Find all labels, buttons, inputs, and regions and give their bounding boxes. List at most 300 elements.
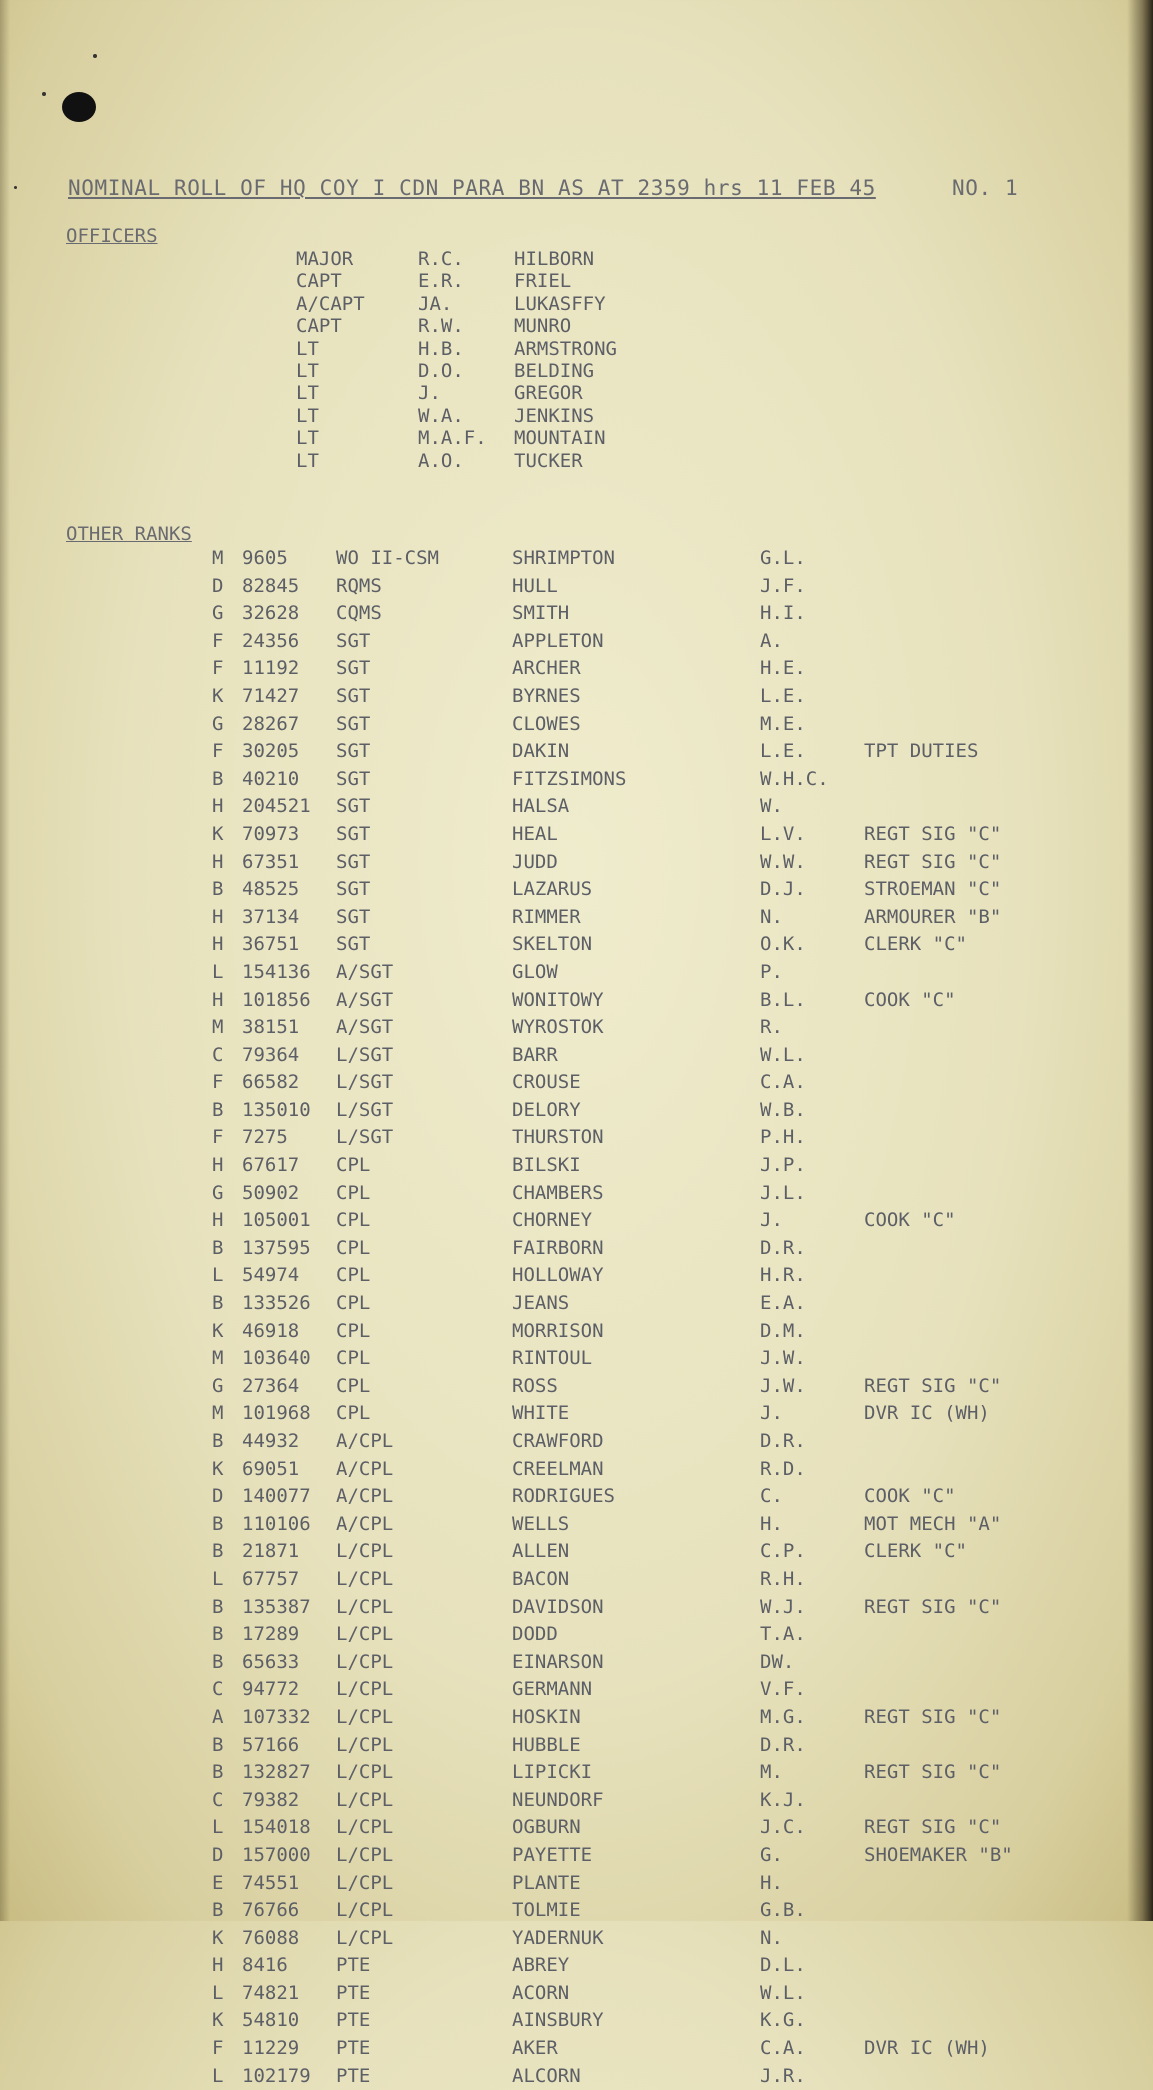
officer-initials: D.O. [418, 359, 464, 382]
regimental-number: 40210 [242, 767, 300, 790]
regimental-number: 11192 [242, 657, 300, 680]
soldier-rank: CPL [336, 1236, 371, 1259]
soldier-surname: GERMANN [512, 1678, 593, 1701]
soldier-surname: SHRIMPTON [512, 547, 615, 569]
soldier-rank: L/CPL [336, 1926, 394, 1949]
soldier-initials: C.A. [760, 1071, 806, 1094]
soldier-initials: J.C. [760, 1816, 806, 1839]
officer-rank: LT [296, 427, 319, 450]
soldier-surname: HOLLOWAY [512, 1264, 604, 1287]
soldier-rank: SGT [336, 684, 371, 707]
regimental-number: 107332 [242, 1705, 311, 1728]
regimental-prefix: F [212, 629, 224, 652]
soldier-surname: ABREY [512, 1954, 570, 1977]
soldier-initials: D.L. [760, 1954, 806, 1977]
regimental-number: 76088 [242, 1926, 300, 1949]
regimental-number: 103640 [242, 1347, 311, 1370]
soldier-surname: BACON [512, 1567, 570, 1590]
title-text: NOMINAL ROLL OF HQ COY I CDN PARA BN AS AT 2359 hrs 11 FEB 45 [68, 176, 876, 200]
soldier-surname: LIPICKI [512, 1761, 593, 1784]
duty-note: REGT SIG "C" [864, 1816, 1002, 1839]
soldier-rank: CPL [336, 1264, 371, 1287]
officer-name: ARMSTRONG [514, 337, 617, 360]
regimental-prefix: B [212, 1761, 224, 1784]
soldier-rank: L/CPL [336, 1788, 394, 1811]
soldier-rank: CPL [336, 1402, 371, 1425]
soldier-rank: CPL [336, 1209, 371, 1232]
regimental-prefix: F [212, 657, 224, 680]
soldier-rank: SGT [336, 822, 371, 845]
soldier-initials: K.G. [760, 2009, 806, 2032]
soldier-initials: J. [760, 1402, 783, 1425]
duty-note: SHOEMAKER "B" [864, 1843, 1013, 1866]
regimental-prefix: L [212, 960, 224, 983]
soldier-initials: J.L. [760, 1181, 806, 1204]
soldier-rank: SGT [336, 629, 371, 652]
officer-rank: MAJOR [296, 248, 354, 270]
soldier-surname: RINTOUL [512, 1347, 593, 1370]
officer-initials: JA. [418, 292, 453, 315]
regimental-number: 71427 [242, 684, 300, 707]
soldier-surname: DAKIN [512, 740, 570, 763]
soldier-rank: SGT [336, 933, 371, 956]
soldier-initials: C.A. [760, 2037, 806, 2060]
soldier-rank: CPL [336, 1374, 371, 1397]
duty-note: ARMOURER "B" [864, 905, 1002, 928]
regimental-number: 54810 [242, 2009, 300, 2032]
soldier-initials: O.K. [760, 933, 806, 956]
soldier-rank: L/CPL [336, 1567, 394, 1590]
soldier-surname: CROUSE [512, 1071, 581, 1094]
soldier-initials: J.W. [760, 1347, 806, 1370]
regimental-prefix: D [212, 574, 224, 597]
soldier-surname: ALLEN [512, 1540, 570, 1563]
soldier-surname: WYROSTOK [512, 1016, 604, 1039]
soldier-surname: CLOWES [512, 712, 581, 735]
regimental-number: 154136 [242, 960, 311, 983]
regimental-prefix: B [212, 767, 224, 790]
soldier-initials: L.E. [760, 684, 806, 707]
soldier-rank: PTE [336, 2009, 371, 2032]
duty-note: STROEMAN "C" [864, 878, 1002, 901]
soldier-initials: R. [760, 1016, 783, 1039]
regimental-prefix: B [212, 1512, 224, 1535]
soldier-rank: SGT [336, 740, 371, 763]
regimental-number: 204521 [242, 795, 311, 818]
regimental-prefix: B [212, 1650, 224, 1673]
regimental-prefix: L [212, 1264, 224, 1287]
regimental-prefix: F [212, 740, 224, 763]
regimental-number: 132827 [242, 1761, 311, 1784]
soldier-rank: L/CPL [336, 1678, 394, 1701]
regimental-number: 37134 [242, 905, 300, 928]
duty-note: COOK "C" [864, 1209, 956, 1232]
regimental-prefix: B [212, 1899, 224, 1922]
document-title [68, 176, 1019, 200]
regimental-prefix: F [212, 1071, 224, 1094]
soldier-surname: PAYETTE [512, 1843, 593, 1866]
regimental-number: 154018 [242, 1816, 311, 1839]
duty-note: CLERK "C" [864, 1540, 967, 1563]
soldier-surname: ROSS [512, 1374, 558, 1397]
soldier-rank: PTE [336, 2064, 371, 2087]
duty-note: REGT SIG "C" [864, 1374, 1002, 1397]
regimental-number: 27364 [242, 1374, 300, 1397]
soldier-rank: L/CPL [336, 1595, 394, 1618]
soldier-rank: A/SGT [336, 960, 394, 983]
soldier-surname: AKER [512, 2037, 558, 2060]
regimental-number: 48525 [242, 878, 300, 901]
regimental-number: 11229 [242, 2037, 300, 2060]
paper-speck [14, 186, 17, 189]
officer-name: GREGOR [514, 382, 583, 405]
soldier-rank: RQMS [336, 574, 382, 597]
duty-note: REGT SIG "C" [864, 1595, 1002, 1618]
regimental-number: 8416 [242, 1954, 288, 1977]
soldier-initials: J.R. [760, 2064, 806, 2087]
officer-rank: LT [296, 449, 319, 472]
officer-name: HILBORN [514, 248, 595, 270]
soldier-surname: APPLETON [512, 629, 604, 652]
regimental-number: 54974 [242, 1264, 300, 1287]
regimental-prefix: H [212, 795, 224, 818]
soldier-initials: J.W. [760, 1374, 806, 1397]
regimental-number: 21871 [242, 1540, 300, 1563]
regimental-number: 44932 [242, 1430, 300, 1452]
officer-rank: CAPT [296, 315, 342, 338]
soldier-rank: L/SGT [336, 1043, 394, 1066]
soldier-surname: MORRISON [512, 1319, 604, 1342]
regimental-prefix: H [212, 1954, 224, 1977]
duty-note: COOK "C" [864, 1485, 956, 1508]
soldier-surname: SKELTON [512, 933, 593, 956]
regimental-prefix: G [212, 712, 224, 735]
soldier-surname: YADERNUK [512, 1926, 604, 1949]
regimental-prefix: D [212, 1485, 224, 1508]
soldier-surname: ALCORN [512, 2064, 581, 2087]
regimental-prefix: H [212, 1209, 224, 1232]
soldier-surname: TOLMIE [512, 1899, 581, 1922]
regimental-prefix: G [212, 1374, 224, 1397]
soldier-initials: H.E. [760, 657, 806, 680]
regimental-prefix: D [212, 1843, 224, 1866]
soldier-surname: DELORY [512, 1098, 581, 1121]
officer-initials: A.O. [418, 449, 464, 472]
regimental-prefix: M [212, 1016, 224, 1039]
paper-speck [93, 54, 97, 58]
officer-name: JENKINS [514, 404, 595, 427]
soldier-surname: BYRNES [512, 684, 581, 707]
regimental-number: 102179 [242, 2064, 311, 2087]
regimental-number: 101968 [242, 1402, 311, 1425]
soldier-initials: W.J. [760, 1595, 806, 1618]
soldier-rank: L/CPL [336, 1650, 394, 1673]
regimental-prefix: F [212, 2037, 224, 2060]
officer-name: MUNRO [514, 315, 572, 338]
officer-rank: CAPT [296, 270, 342, 293]
soldier-rank: A/CPL [336, 1430, 394, 1452]
officer-rank: LT [296, 337, 319, 360]
soldier-rank: A/SGT [336, 1016, 394, 1039]
soldier-rank: L/CPL [336, 1871, 394, 1894]
soldier-surname: LAZARUS [512, 878, 593, 901]
regimental-number: 65633 [242, 1650, 300, 1673]
soldier-surname: FITZSIMONS [512, 767, 627, 790]
soldier-surname: RIMMER [512, 905, 581, 928]
regimental-number: 135010 [242, 1098, 311, 1121]
regimental-number: 82845 [242, 574, 300, 597]
paper-edge-right [1127, 0, 1153, 1921]
soldier-initials: H.I. [760, 602, 806, 625]
regimental-number: 94772 [242, 1678, 300, 1701]
duty-note: DVR IC (WH) [864, 1402, 990, 1425]
regimental-number: 135387 [242, 1595, 311, 1618]
soldier-rank: SGT [336, 767, 371, 790]
regimental-number: 74551 [242, 1871, 300, 1894]
soldier-surname: GLOW [512, 960, 558, 983]
soldier-initials: C.P. [760, 1540, 806, 1563]
soldier-initials: W.W. [760, 850, 806, 873]
soldier-rank: L/SGT [336, 1126, 394, 1149]
regimental-prefix: G [212, 602, 224, 625]
soldier-rank: L/CPL [336, 1540, 394, 1563]
duty-note: CLERK "C" [864, 933, 967, 956]
soldier-surname: THURSTON [512, 1126, 604, 1149]
soldier-initials: D.M. [760, 1319, 806, 1342]
soldier-rank: A/CPL [336, 1512, 394, 1535]
regimental-prefix: L [212, 1981, 224, 2004]
other-ranks-heading: OTHER RANKS [66, 523, 192, 545]
officer-name: FRIEL [514, 270, 572, 293]
soldier-surname: DAVIDSON [512, 1595, 604, 1618]
officer-initials: E.R. [418, 270, 464, 293]
soldier-initials: W.L. [760, 1043, 806, 1066]
soldier-surname: WONITOWY [512, 988, 604, 1011]
regimental-number: 76766 [242, 1899, 300, 1922]
soldier-rank: PTE [336, 2037, 371, 2060]
soldier-surname: RODRIGUES [512, 1485, 615, 1508]
soldier-initials: A. [760, 629, 783, 652]
soldier-initials: R.D. [760, 1457, 806, 1480]
regimental-prefix: B [212, 1540, 224, 1563]
regimental-prefix: K [212, 1926, 224, 1949]
soldier-rank: L/CPL [336, 1623, 394, 1646]
soldier-initials: M.G. [760, 1705, 806, 1728]
regimental-prefix: E [212, 1871, 224, 1894]
soldier-initials: H. [760, 1512, 783, 1535]
officer-initials: R.C. [418, 248, 464, 270]
soldier-rank: L/SGT [336, 1071, 394, 1094]
regimental-prefix: K [212, 822, 224, 845]
officer-rank: A/CAPT [296, 292, 365, 315]
soldier-initials: P. [760, 960, 783, 983]
duty-note: REGT SIG "C" [864, 1705, 1002, 1728]
soldier-rank: PTE [336, 1954, 371, 1977]
soldier-initials: M. [760, 1761, 783, 1784]
regimental-prefix: H [212, 905, 224, 928]
regimental-prefix: B [212, 1623, 224, 1646]
regimental-number: 50902 [242, 1181, 300, 1204]
soldier-surname: PLANTE [512, 1871, 581, 1894]
soldier-initials: L.E. [760, 740, 806, 763]
soldier-surname: CRAWFORD [512, 1430, 604, 1452]
soldier-initials: G.B. [760, 1899, 806, 1922]
soldier-rank: CPL [336, 1181, 371, 1204]
soldier-initials: T.A. [760, 1623, 806, 1646]
regimental-prefix: L [212, 1567, 224, 1590]
soldier-initials: J.P. [760, 1154, 806, 1177]
regimental-number: 70973 [242, 822, 300, 845]
regimental-number: 105001 [242, 1209, 311, 1232]
regimental-prefix: K [212, 1319, 224, 1342]
soldier-rank: L/CPL [336, 1733, 394, 1756]
officer-name: MOUNTAIN [514, 427, 606, 450]
regimental-prefix: B [212, 1098, 224, 1121]
soldier-surname: ACORN [512, 1981, 570, 2004]
soldier-initials: DW. [760, 1650, 795, 1673]
regimental-prefix: C [212, 1043, 224, 1066]
soldier-rank: L/CPL [336, 1816, 394, 1839]
soldier-surname: CHAMBERS [512, 1181, 604, 1204]
regimental-number: 79382 [242, 1788, 300, 1811]
regimental-number: 66582 [242, 1071, 300, 1094]
regimental-prefix: M [212, 1402, 224, 1425]
regimental-prefix: M [212, 1347, 224, 1370]
soldier-initials: W.H.C. [760, 767, 829, 790]
soldier-rank: WO II-CSM [336, 547, 439, 569]
soldier-rank: L/SGT [336, 1098, 394, 1121]
soldier-rank: A/CPL [336, 1485, 394, 1508]
regimental-prefix: H [212, 1154, 224, 1177]
duty-note: MOT MECH "A" [864, 1512, 1002, 1535]
soldier-rank: L/CPL [336, 1761, 394, 1784]
regimental-number: 67351 [242, 850, 300, 873]
officer-name: LUKASFFY [514, 292, 606, 315]
regimental-prefix: M [212, 547, 224, 569]
soldier-surname: JEANS [512, 1292, 570, 1315]
soldier-surname: HULL [512, 574, 558, 597]
soldier-initials: D.R. [760, 1430, 806, 1452]
regimental-number: 101856 [242, 988, 311, 1011]
regimental-number: 30205 [242, 740, 300, 763]
soldier-rank: A/CPL [336, 1457, 394, 1480]
regimental-number: 28267 [242, 712, 300, 735]
soldier-rank: L/CPL [336, 1899, 394, 1922]
regimental-prefix: B [212, 1733, 224, 1756]
soldier-surname: HUBBLE [512, 1733, 581, 1756]
punch-hole [62, 92, 96, 122]
soldier-initials: W. [760, 795, 783, 818]
soldier-rank: L/CPL [336, 1705, 394, 1728]
paper-speck [42, 92, 46, 96]
officer-rank: LT [296, 382, 319, 405]
regimental-number: 38151 [242, 1016, 300, 1039]
soldier-initials: D.R. [760, 1733, 806, 1756]
regimental-number: 17289 [242, 1623, 300, 1646]
soldier-initials: H.R. [760, 1264, 806, 1287]
soldier-rank: L/CPL [336, 1843, 394, 1866]
soldier-rank: SGT [336, 905, 371, 928]
soldier-initials: N. [760, 905, 783, 928]
soldier-rank: SGT [336, 712, 371, 735]
soldier-surname: EINARSON [512, 1650, 604, 1673]
regimental-prefix: K [212, 1457, 224, 1480]
soldier-surname: DODD [512, 1623, 558, 1646]
regimental-prefix: B [212, 1595, 224, 1618]
officer-initials: H.B. [418, 337, 464, 360]
soldier-rank: SGT [336, 850, 371, 873]
regimental-number: 57166 [242, 1733, 300, 1756]
soldier-initials: G.L. [760, 547, 806, 569]
officers-heading: OFFICERS [66, 225, 158, 247]
soldier-initials: J. [760, 1209, 783, 1232]
duty-note: COOK "C" [864, 988, 956, 1011]
soldier-initials: V.F. [760, 1678, 806, 1701]
regimental-number: 67757 [242, 1567, 300, 1590]
soldier-surname: ARCHER [512, 657, 581, 680]
officer-name: TUCKER [514, 449, 583, 472]
regimental-number: 32628 [242, 602, 300, 625]
soldier-surname: NEUNDORF [512, 1788, 604, 1811]
document-number: NO. 1 [952, 176, 1019, 200]
soldier-rank: SGT [336, 878, 371, 901]
officer-rank: LT [296, 359, 319, 382]
regimental-prefix: H [212, 988, 224, 1011]
soldier-surname: BILSKI [512, 1154, 581, 1177]
soldier-surname: SMITH [512, 602, 570, 625]
soldier-rank: CPL [336, 1347, 371, 1370]
regimental-number: 79364 [242, 1043, 300, 1066]
officer-initials: W.A. [418, 404, 464, 427]
duty-note: REGT SIG "C" [864, 850, 1002, 873]
regimental-prefix: L [212, 2064, 224, 2087]
regimental-number: 36751 [242, 933, 300, 956]
soldier-rank: SGT [336, 657, 371, 680]
regimental-prefix: B [212, 1292, 224, 1315]
soldier-initials: W.L. [760, 1981, 806, 2004]
duty-note: DVR IC (WH) [864, 2037, 990, 2060]
officer-initials: M.A.F. [418, 427, 487, 450]
soldier-surname: HALSA [512, 795, 570, 818]
soldier-initials: L.V. [760, 822, 806, 845]
soldier-surname: WELLS [512, 1512, 570, 1535]
soldier-rank: CQMS [336, 602, 382, 625]
regimental-number: 7275 [242, 1126, 288, 1149]
duty-note: TPT DUTIES [864, 740, 979, 763]
soldier-surname: CREELMAN [512, 1457, 604, 1480]
soldier-surname: WHITE [512, 1402, 570, 1425]
regimental-prefix: L [212, 1816, 224, 1839]
soldier-initials: D.J. [760, 878, 806, 901]
soldier-initials: P.H. [760, 1126, 806, 1149]
soldier-surname: CHORNEY [512, 1209, 593, 1232]
soldier-surname: JUDD [512, 850, 558, 873]
soldier-initials: J.F. [760, 574, 806, 597]
regimental-prefix: C [212, 1678, 224, 1701]
regimental-prefix: H [212, 933, 224, 956]
soldier-rank: SGT [336, 795, 371, 818]
regimental-number: 74821 [242, 1981, 300, 2004]
soldier-rank: CPL [336, 1154, 371, 1177]
regimental-prefix: K [212, 684, 224, 707]
soldier-initials: H. [760, 1871, 783, 1894]
regimental-number: 9605 [242, 547, 288, 569]
soldier-surname: FAIRBORN [512, 1236, 604, 1259]
soldier-surname: BARR [512, 1043, 558, 1066]
regimental-number: 69051 [242, 1457, 300, 1480]
regimental-prefix: A [212, 1705, 224, 1728]
officer-initials: J. [418, 382, 441, 405]
